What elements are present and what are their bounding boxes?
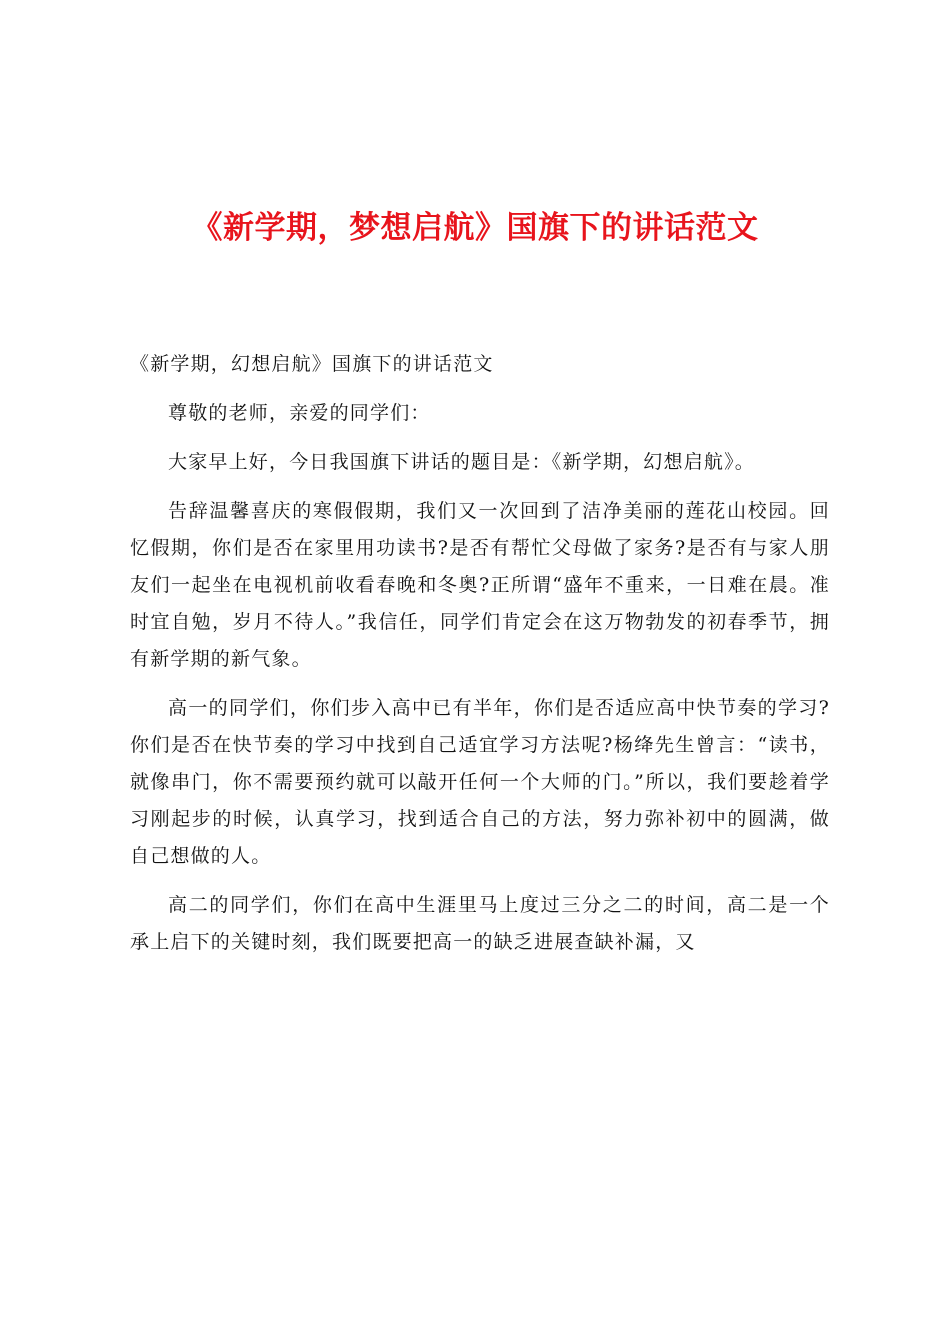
greeting-paragraph: 大家早上好，今日我国旗下讲话的题目是：《新学期，幻想启航》。 xyxy=(168,451,756,473)
salutation-paragraph: 尊敬的老师，亲爱的同学们： xyxy=(168,402,431,424)
subtitle-paragraph: 《新学期，幻想启航》国旗下的讲话范文 xyxy=(130,353,494,375)
document-title: 《新学期，梦想启航》国旗下的讲话范文 xyxy=(191,210,759,246)
body-paragraph: 告辞温馨喜庆的寒假假期，我们又一次回到了洁净美丽的莲花山校园。回忆假期，你们是否在家里用功读书?是否有帮忙父母做了家务?是否有与家人朋友们一起坐在电视机前收看春晚和冬奥?正所谓“盛年不重来，一日难在晨。准时宜自勉，岁月不待人。”我信任，同学们肯定会在这万物勃发的初春季节，拥有新学期的新气象。 xyxy=(130,500,830,670)
body-paragraph: 高二的同学们，你们在高中生涯里马上度过三分之二的时间，高二是一个承上启下的关键时刻，我们既要把高一的缺乏进展查缺补漏，又 xyxy=(130,894,830,953)
body-paragraph: 高一的同学们，你们步入高中已有半年，你们是否适应高中快节奏的学习?你们是否在快节奏的学习中找到自己适宜学习方法呢?杨绛先生曾言：“读书，就像串门，你不需要预约就可以敲开任何一个大师的门。”所以，我们要趁着学习刚起步的时候，认真学习，找到适合自己的方法，努力弥补初中的圆满，做自己想做的人。 xyxy=(130,697,830,867)
document-body xyxy=(130,346,830,973)
